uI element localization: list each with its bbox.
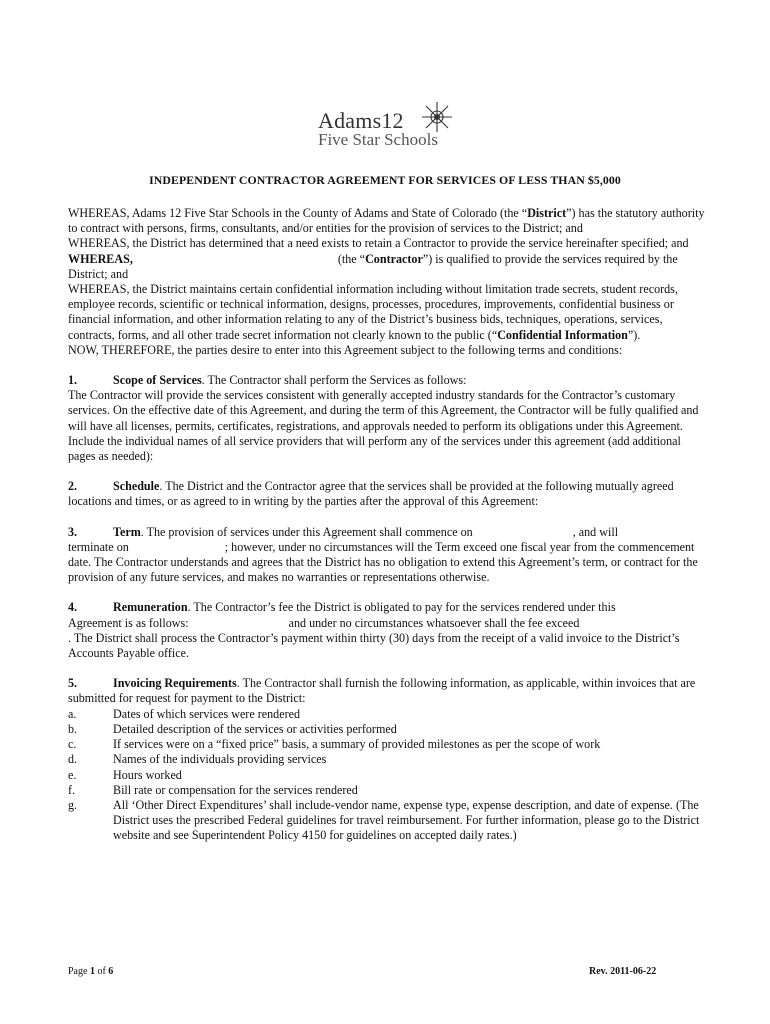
list-item: d. Names of the individuals providing services <box>68 752 327 767</box>
recital-5: NOW, THEREFORE, the parties desire to enter into this Agreement subject to the following terms and conditions: <box>68 342 623 357</box>
recital-4: WHEREAS, the District maintains certain confidential information including without limitation trade secrets, student records, employee records, scientific or technical information, designs, processes, procedures, improvements, confidential business or financial information, and other information relating to any of the District’s business bids, techniques, operations, services, contracts, forms, and all other trade secret information not clearly known to the public (“Confidential Information”). <box>68 282 678 342</box>
district-logo <box>312 100 462 154</box>
recital-3: WHEREAS, (the “Contractor”) is qualified to provide the services required by the District; and <box>68 251 678 281</box>
list-item: b. Detailed description of the services or activities performed <box>68 721 397 736</box>
recital-2: WHEREAS, the District has determined that a need exists to retain a Contractor to provide the service hereinafter specified; and <box>68 236 689 251</box>
section-5-heading: 5. Invoicing Requirements. The Contractor shall furnish the following information, as applicable, within invoices that are submitted for request for payment to the District: <box>68 676 696 706</box>
section-4: 4. Remuneration. The Contractor’s fee the District is obligated to pay for the services rendered under this Agreement is as follows: and under no circumstances whatsoever shall the fee exceed . The District shall process the Contractor’s payment within thirty (30) days from the receipt of a valid invoice to the District’s Accounts Payable office. <box>68 600 680 661</box>
section-2: 2. Schedule. The District and the Contractor agree that the services shall be provided at the following mutually agreed locations and times, or as agreed to in writing by the parties after the approval of this Agreement: <box>68 479 674 509</box>
agreement-body <box>68 206 708 844</box>
page-number: Page 1 of 6 <box>68 966 114 977</box>
section-3: 3. Term. The provision of services under this Agreement shall commence on , and will terminate on ; however, under no circumstances will the Term exceed one fiscal year from the commencement date. The Contractor understands and agrees that the District has no obligation to extend this Agreement’s term, or contract for the provision of any future services, and makes no warranties or representations otherwise. <box>68 524 698 585</box>
document-title: INDEPENDENT CONTRACTOR AGREEMENT FOR SERVICES OF LESS THAN $5,000 <box>149 173 621 187</box>
invoice-requirements-list <box>68 707 708 844</box>
list-item: f. Bill rate or compensation for the services rendered <box>68 782 358 797</box>
revision-date: Rev. 2011-06-22 <box>589 966 657 977</box>
list-item: e. Hours worked <box>68 767 182 782</box>
logo-line1: Adams12 <box>318 108 404 133</box>
list-item: g. All ‘Other Direct Expenditures’ shall include-vendor name, expense type, expense description, and date of expense. (The District uses the prescribed Federal guidelines for travel reimbursement. For further information, please go to the District website and see Superintendent Policy 4150 for guidelines on accepted daily rates.) <box>68 797 700 843</box>
star-logo-icon <box>420 100 454 134</box>
section-1-heading: 1. Scope of Services. The Contractor shall perform the Services as follows: <box>68 373 467 388</box>
logo-line2: Five Star Schools <box>318 130 438 149</box>
recital-1: WHEREAS, Adams 12 Five Star Schools in the County of Adams and State of Colorado (the “District”) has the statutory authority to contract with persons, firms, consultants, and/or entities for the provision of services to the District; and <box>68 206 705 236</box>
list-item: c. If services were on a “fixed price” basis, a summary of provided milestones as per the scope of work <box>68 737 601 752</box>
section-1-text: The Contractor will provide the services consistent with generally accepted industry standards for the Contractor’s customary services. On the effective date of this Agreement, and during the term of this Agreement, the Contractor will be fully qualified and will have all licenses, permits, certificates, registrations, and approvals needed to perform its obligations under this Agreement. Include the individual names of all service providers that will perform any of the services under this agreement (add additional pages as needed): <box>68 388 699 464</box>
list-item: a. Dates of which services were rendered <box>68 706 301 721</box>
